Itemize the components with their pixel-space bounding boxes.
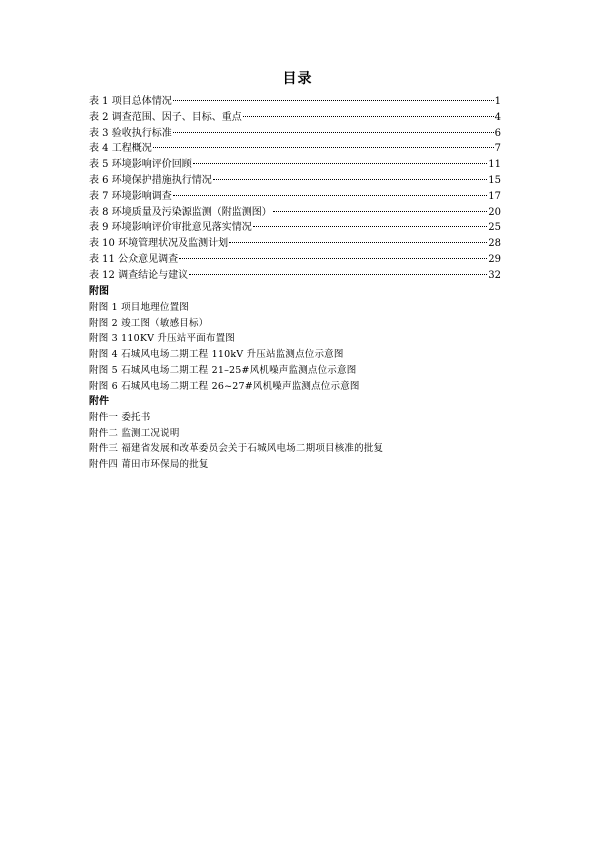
toc-dot-leader: [173, 132, 494, 133]
toc-entry[interactable]: [89, 189, 501, 205]
toc-entry-page: 25: [488, 222, 501, 234]
toc-entry-page: 29: [488, 253, 501, 265]
figures-section: [89, 284, 509, 395]
toc-entry-page: 7: [494, 143, 501, 155]
toc-entry-label: 表 3 验收执行标准: [89, 127, 172, 139]
toc-dot-leader: [213, 179, 488, 180]
toc-entry-label: 表 1 项目总体情况: [89, 96, 172, 107]
toc-entry-label: 表 5 环境影响评价回顾: [89, 159, 192, 171]
attachment-item[interactable]: 附件一 委托书: [89, 411, 151, 423]
figure-item[interactable]: 附图 5 石城风电场二期工程 21–25#风机噪声监测点位示意图: [89, 364, 357, 376]
toc-entry[interactable]: [89, 252, 501, 268]
toc-dot-leader: [229, 242, 487, 243]
toc-entry[interactable]: [89, 110, 501, 126]
toc-entry-page: 4: [494, 111, 501, 123]
toc-entry-label: 表 10 环境管理状况及监测计划: [89, 238, 229, 250]
toc-entry-label: 表 11 公众意见调查: [89, 253, 179, 265]
page-title: 目录: [282, 71, 313, 87]
toc-dot-leader: [243, 116, 494, 117]
toc-dot-leader: [179, 258, 487, 259]
toc-entry[interactable]: [89, 157, 501, 173]
attachments-section: [89, 394, 509, 473]
toc-entry-label: 表 12 调查结论与建议: [89, 269, 189, 281]
attachment-item[interactable]: 附件三 福建省发展和改革委员会关于石城风电场二期项目核准的批复: [89, 443, 384, 455]
figure-item[interactable]: 附图 1 项目地理位置图: [89, 301, 189, 313]
toc-dot-leader: [273, 211, 488, 212]
toc-entry-page: 32: [488, 269, 501, 281]
toc-entry-label: 表 6 环境保护措施执行情况: [89, 174, 212, 186]
toc-entry-label: 表 9 环境影响评价审批意见落实情况: [89, 222, 252, 234]
toc-entry[interactable]: [89, 268, 501, 284]
figures-heading: 附图: [89, 286, 109, 297]
toc-entry-page: 28: [488, 238, 501, 250]
toc-entry-page: 6: [494, 127, 501, 139]
toc-entry[interactable]: [89, 94, 501, 110]
attachments-heading: 附件: [89, 396, 109, 407]
toc-entry-page: 20: [488, 206, 501, 218]
attachment-item[interactable]: 附件四 莆田市环保局的批复: [89, 459, 209, 471]
toc-entry[interactable]: [89, 236, 501, 252]
figure-item[interactable]: 附图 3 110KV 升压站平面布置图: [89, 333, 235, 345]
toc-dot-leader: [173, 195, 488, 196]
figure-item[interactable]: 附图 2 竣工图（敏感目标）: [89, 317, 209, 329]
toc-entry-label: 表 7 环境影响调查: [89, 190, 172, 202]
toc-entry-label: 表 2 调查范围、因子、目标、重点: [89, 111, 242, 123]
figure-item[interactable]: 附图 4 石城风电场二期工程 110kV 升压站监测点位示意图: [89, 349, 344, 361]
toc-entry-page: 1: [494, 96, 501, 107]
toc-entry[interactable]: [89, 141, 501, 157]
toc-dot-leader: [253, 226, 488, 227]
toc-dot-leader: [193, 163, 488, 164]
toc-entry-page: 17: [488, 190, 501, 202]
figure-item[interactable]: 附图 6 石城风电场二期工程 26~27#风机噪声监测点位示意图: [89, 380, 360, 392]
attachment-item[interactable]: 附件二 监测工况说明: [89, 427, 180, 439]
toc-entry-label: 表 8 环境质量及污染源监测（附监测图）: [89, 206, 272, 218]
toc-entry-label: 表 4 工程概况: [89, 143, 152, 155]
toc-dot-leader: [189, 274, 487, 275]
toc-entry-page: 15: [488, 174, 501, 186]
table-of-contents: [89, 94, 501, 284]
toc-entry[interactable]: [89, 220, 501, 236]
toc-entry[interactable]: [89, 205, 501, 221]
toc-entry[interactable]: [89, 126, 501, 142]
toc-entry-page: 11: [488, 159, 501, 171]
toc-dot-leader: [173, 100, 494, 101]
toc-entry[interactable]: [89, 173, 501, 189]
toc-dot-leader: [153, 147, 494, 148]
